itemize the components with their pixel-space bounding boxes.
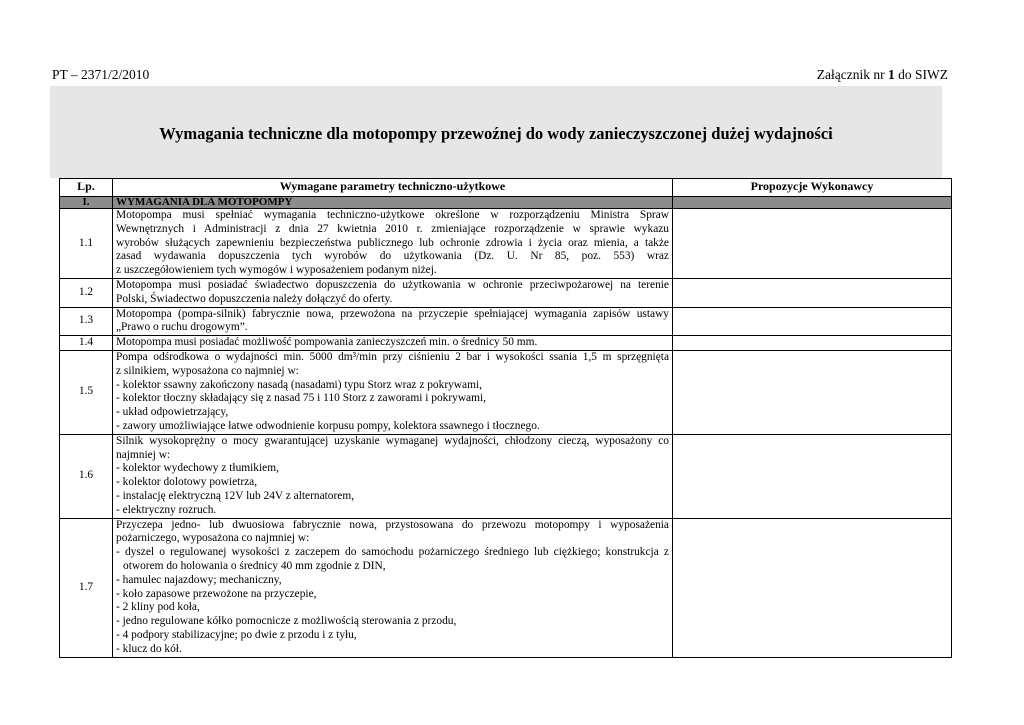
row-requirement <box>113 209 673 279</box>
col-header-offer: Propozycje Wykonawcy <box>673 179 952 197</box>
requirement-line: - kolektor wydechowy z tłumikiem, <box>116 462 279 475</box>
offer-cell[interactable] <box>673 209 952 279</box>
requirement-line: - kolektor dolotowy powietrza, <box>116 476 258 489</box>
table-row <box>60 307 952 336</box>
requirement-line: Motopompa musi posiadać możliwość pompowania zanieczyszczeń min. o średnicy 50 mm. <box>116 336 538 349</box>
document-reference: PT – 2371/2/2010 <box>52 67 150 82</box>
requirement-line: - 2 kliny pod koła, <box>116 601 200 614</box>
requirement-line: najmniej w: <box>116 448 171 461</box>
col-header-lp: Lp. <box>60 179 113 197</box>
row-requirement <box>113 336 673 351</box>
row-requirement <box>113 434 673 518</box>
row-number: 1.7 <box>60 518 113 657</box>
requirement-line: Polski, Świadectwo dopuszczenia należy dołączyć do oferty. <box>116 292 393 305</box>
table-row <box>60 209 952 279</box>
row-number: 1.6 <box>60 434 113 518</box>
requirement-line: „Prawo o ruchu drogowym”. <box>116 321 248 334</box>
requirement-line: - koło zapasowe przewożone na przyczepie, <box>116 587 317 600</box>
row-requirement <box>113 307 673 336</box>
requirement-line: Pompa odśrodkowa o wydajności min. 5000 dm³/min przy ciśnieniu 2 bar i wysokości ssania 1,5 m sprzęgnięta <box>116 350 669 363</box>
requirement-line: Silnik wysokoprężny o mocy gwarantującej uzyskanie wymaganej wydajności, chłodzony cieczą, wyposażony co <box>116 434 669 447</box>
title-band <box>50 86 942 178</box>
requirement-line: otworem do holowania o średnicy 40 mm zgodnie z DIN, <box>123 559 386 572</box>
requirement-line: - instalację elektryczną 12V lub 24V z alternatorem, <box>116 489 355 502</box>
table-row <box>60 518 952 657</box>
row-requirement <box>113 350 673 434</box>
row-number: 1.5 <box>60 350 113 434</box>
col-header-params: Wymagane parametry techniczno-użytkowe <box>113 179 673 197</box>
offer-cell[interactable] <box>673 518 952 657</box>
requirement-line: z uszczegółowieniem tych wymogów i wyposażeniem podanym niżej. <box>116 264 437 277</box>
page-title: Wymagania techniczne dla motopompy przewoźnej do wody zanieczyszczonej dużej wydajności <box>159 124 833 143</box>
requirement-line: - elektryczny rozruch. <box>116 503 217 516</box>
table-row <box>60 336 952 351</box>
requirement-line: wyrobów służących zapewnieniu bezpieczeństwa publicznego lub ochronie zdrowia i życia oraz mienia, a także <box>116 236 669 249</box>
table-row <box>60 278 952 307</box>
requirement-line: - zawory umożliwiające łatwe odwodnienie korpusu pompy, kolektora ssawnego i tłocznego. <box>116 419 540 432</box>
requirement-line: Wewnętrznych i Administracji z dnia 27 kwietnia 2010 r. zmieniające rozporządzenie w sprawie wykazu <box>116 222 669 235</box>
attachment-label: Załącznik nr 1 do SIWZ <box>816 67 948 82</box>
requirement-line: zasad wydawania dopuszczenia tych wyrobów do użytkowania (Dz. U. Nr 85, poz. 553) wraz <box>116 250 669 263</box>
requirement-line: Motopompa (pompa-silnik) fabrycznie nowa, przewożona na przyczepie spełniającej wymagania zapisów ustawy <box>116 307 669 320</box>
row-number: 1.3 <box>60 307 113 336</box>
requirement-line: Motopompa musi spełniać wymagania techniczno-użytkowe określone w rozporządzeniu Ministra Spraw <box>116 209 669 221</box>
row-requirement <box>113 518 673 657</box>
section-offer-cell <box>673 197 952 209</box>
requirement-line: - kolektor ssawny zakończony nasadą (nasadami) typu Storz wraz z pokrywami, <box>116 378 482 391</box>
table-header-row <box>60 179 952 197</box>
requirement-line: - hamulec najazdowy; mechaniczny, <box>116 573 282 586</box>
row-number: 1.2 <box>60 278 113 307</box>
row-requirement <box>113 278 673 307</box>
requirement-line: - klucz do kół. <box>116 642 182 655</box>
requirement-line: - kolektor tłoczny składający się z nasad 75 i 110 Storz z zaworami i pokrywami, <box>116 392 486 405</box>
offer-cell[interactable] <box>673 350 952 434</box>
requirement-line: - jedno regulowane kółko pomocnicze z możliwością sterowania z przodu, <box>116 615 457 628</box>
row-number: 1.4 <box>60 336 113 351</box>
requirement-line: Motopompa musi posiadać świadectwo dopuszczenia do użytkowania w ochronie przeciwpożarowej na terenie <box>116 278 669 291</box>
requirement-line: pożarniczego, wyposażona co najmniej w: <box>116 532 310 545</box>
table-row <box>60 350 952 434</box>
section-number: I. <box>60 197 113 209</box>
requirement-line: - 4 podpory stabilizacyjne; po dwie z przodu i z tyłu, <box>116 628 357 641</box>
offer-cell[interactable] <box>673 336 952 351</box>
requirement-line: - układ odpowietrzający, <box>116 406 229 419</box>
requirement-line: - dyszel o regulowanej wysokości z zaczepem do samochodu pożarniczego średniego lub ciężkiego; konstrukcja z <box>116 546 669 559</box>
requirement-line: z silnikiem, wyposażona co najmniej w: <box>116 364 299 377</box>
section-title: WYMAGANIA DLA MOTOPOMPY <box>113 197 673 209</box>
offer-cell[interactable] <box>673 307 952 336</box>
offer-cell[interactable] <box>673 278 952 307</box>
requirements-table <box>59 178 952 658</box>
offer-cell[interactable] <box>673 434 952 518</box>
section-row <box>60 197 952 209</box>
table-row <box>60 434 952 518</box>
requirement-line: Przyczepa jedno- lub dwuosiowa fabrycznie nowa, przystosowana do przewozu motopompy i wyposażenia <box>116 518 669 531</box>
row-number: 1.1 <box>60 209 113 279</box>
